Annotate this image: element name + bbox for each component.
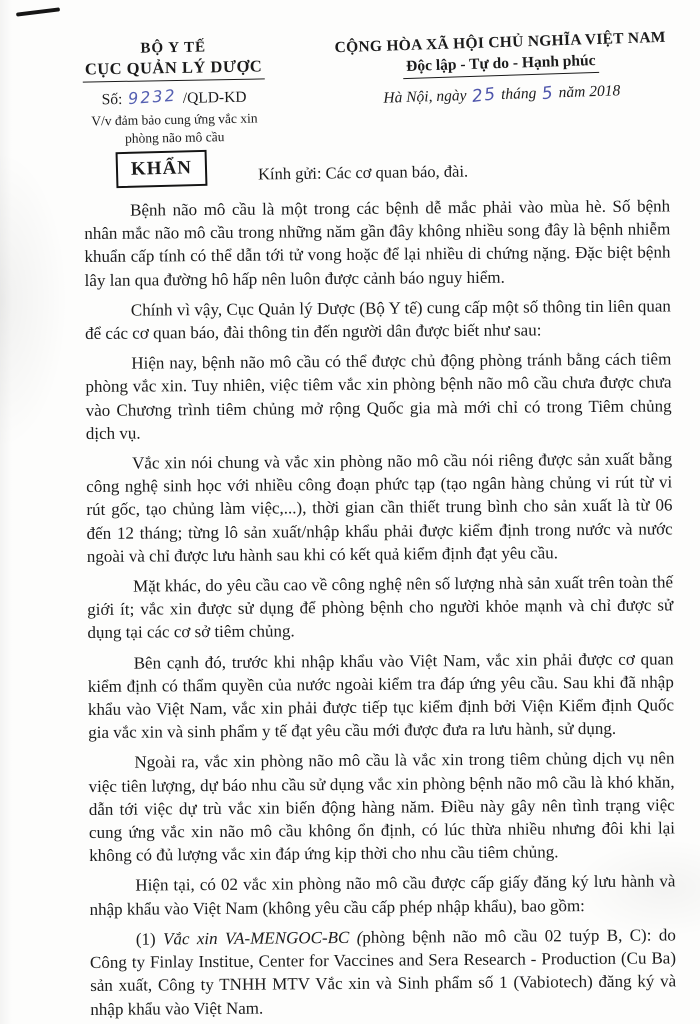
issuer-org-wrap	[27, 54, 319, 83]
doc-number	[28, 85, 320, 110]
document-body	[84, 194, 676, 1024]
dateline	[313, 78, 691, 110]
doc-subject-line1: V/v đảm bảo cung ứng vắc xin	[91, 110, 258, 129]
issuer-org: CỤC QUẢN LÝ DƯỢC	[83, 56, 265, 82]
doc-subject	[28, 108, 321, 148]
dateline-prefix: Hà Nội, ngày	[383, 87, 467, 107]
national-title: CỘNG HÒA XÃ HỘI CHỦ NGHĨA VIỆT NAM	[334, 28, 666, 57]
handwritten-month: 5	[540, 82, 555, 105]
body-paragraph: Chính vì vậy, Cục Quản lý Dược (Bộ Y tế) cung cấp một số thông tin liên quan để các cơ quan báo, đài thông tin đến người dân được biết như sau:	[84, 296, 671, 344]
body-paragraph: Hiện tại, có 02 vắc xin phòng não mô cầu được cấp giấy đăng ký lưu hành và nhập khẩu vào Việt Nam (không yêu cầu cấp phép nhập khẩu), bao gồm:	[89, 871, 676, 919]
vaccine-item-1	[90, 923, 677, 1020]
body-paragraph: Mặt khác, do yêu cầu cao về công nghệ nên số lượng nhà sản xuất trên toàn thế giới ít; vắc xin được sử dụng để phòng bệnh cho người khỏe mạnh và chỉ được sử dụng tại các cơ sở tiêm chủng.	[87, 572, 674, 643]
dateline-month-label: tháng	[500, 84, 537, 104]
doc-subject-line2: phòng não mô cầu	[124, 128, 225, 146]
issuer-parent-org: BỘ Y TẾ	[140, 39, 207, 57]
dateline-year: năm 2018	[558, 82, 621, 102]
national-header	[311, 28, 691, 110]
doc-number-suffix: /QLD-KD	[182, 88, 247, 107]
handwritten-day: 25	[470, 84, 498, 107]
vaccine-name: Vắc xin VA-MENGOC-BC (	[162, 927, 363, 949]
item-number: (1)	[135, 929, 164, 949]
urgent-stamp	[116, 150, 208, 188]
body-paragraph: Bệnh não mô cầu là một trong các bệnh dễ mắc phải vào mùa hè. Số bệnh nhân mắc não mô cầu trong những năm gần đây không nhiều song đây là bệnh nhiễm khuẩn cấp tính có thể dẫn tới tử vong hoặc để lại nhiều di chứng nặng. Đặc biệt bệnh lây lan qua đường hô hấp nên luôn được cảnh báo nguy hiểm.	[84, 196, 671, 290]
doc-number-label: Số:	[101, 90, 123, 109]
issuer-block	[27, 37, 321, 148]
body-paragraph: Bên cạnh đó, trước khi nhập khẩu vào Việt Nam, vắc xin phải được cơ quan kiểm định có thẩm quyền của nước ngoài kiểm tra đáp ứng yêu cầu. Sau khi đã nhập khẩu vào Việt Nam, vắc xin phải được tiếp tục kiểm định bởi Viện Kiểm định Quốc gia vắc xin và sinh phẩm y tế đạt yêu cầu mới được đưa ra lưu hành, sử dụng.	[87, 649, 675, 743]
recipient-line: Kính gửi: Các cơ quan báo, đài.	[257, 161, 469, 184]
doc-number-handwritten: 9232	[127, 85, 178, 109]
body-paragraph: Vắc xin nói chung và vắc xin phòng não mô cầu nói riêng được sản xuất bằng công nghệ sinh học với nhiều công đoạn phức tạp (tạo ngân hàng chủng vi rút từ vi rút gốc, tạo chủng làm việc,...), thời gian cần thiết trung bình cho sản xuất là từ 06 đến 12 tháng; từng lô sản xuất/nhập khẩu phải được kiểm định trong nước và nước ngoài và chỉ được lưu hành sau khi có kết quả kiểm định đạt yêu cầu.	[86, 449, 673, 566]
urgent-stamp-label: KHẨN	[130, 157, 193, 180]
item-text: phòng bệnh não mô cầu 02 tuýp B, C): do Công ty Finlay Institue, Center for Vaccines and Sera Research - Production (Cu Ba) sản xuất, Công ty TNHH MTV Vắc xin và Sinh phẩm số 1 (Vabiotech) đăng ký và nhập khẩu vào Việt Nam.	[89, 925, 677, 1019]
pen-mark	[16, 7, 60, 16]
body-paragraph: Hiện nay, bệnh não mô cầu có thể được chủ động phòng tránh bằng cách tiêm phòng vắc xin. Tuy nhiên, việc tiêm vắc xin phòng bệnh não mô cầu chưa được chưa vào Chương trình tiêm chủng mở rộng Quốc gia mà mới chỉ có trong Tiêm chủng dịch vụ.	[85, 349, 672, 443]
national-motto: Độc lập - Tự do - Hạnh phúc	[403, 52, 599, 79]
body-paragraph: Ngoài ra, vắc xin phòng não mô cầu là vắc xin trong tiêm chủng dịch vụ nên việc tiên lượng, dự báo nhu cầu sử dụng vắc xin phòng bệnh não mô cầu là khó khăn, dẫn tới việc dự trù vắc xin biến động hàng năm. Điều này gây nên tình trạng việc cung ứng vắc xin não mô cầu không ổn định, có lúc thừa nhiều nhưng đôi khi lại không có đủ lượng vắc xin đáp ứng kịp thời cho nhu cầu tiêm chủng.	[88, 748, 676, 866]
